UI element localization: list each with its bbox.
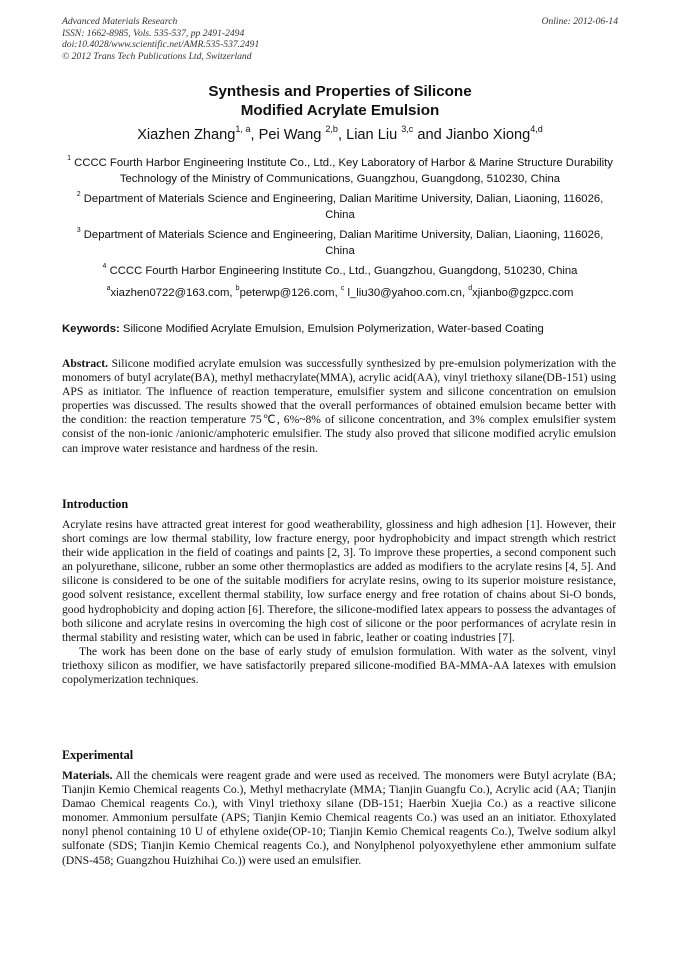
abstract bbox=[62, 357, 616, 456]
title-line-2: Modified Acrylate Emulsion bbox=[240, 101, 440, 119]
email-sup: c bbox=[340, 285, 345, 293]
affiliation-text: CCCC Fourth Harbor Engineering Institute Co., Ltd., Key Laboratory of Harbor & Marine Structure Durability Technology of the Ministry of Communications, Guangzhou, Guangdong, 510230, China bbox=[71, 157, 613, 186]
introduction-paragraph-1: Acrylate resins have attracted great interest for good weatherability, glossiness and high adhesion [1]. However, their short comings are low thermal stability, low fracture energy, poor hydrophobicity and impact strength which restrict their wide application in the field of coatings and paints [2, 3]. To improve these properties, a second component such an polyurethane, silicone, rubber an some other thermoplastics are added as modifiers to the acrylate resins [4, 5]. And silicone is considered to be one of the suitable modifiers for acrylate resins, owing to its superior moisture resistance, good solvent resistance, excellent thermal stability, low surface energy and free rotation of chains about Si-O bonds, good hydrophobicity and doping action [6]. Therefore, the silicone-modified latex appears to possess the advantages of both silicone and acrylate resins in overcoming the high cost of silicone or the poor performances of acrylate resin in thermal stability and resisting water, which can be used in fabric, leather or coating industries [7]. bbox=[62, 518, 616, 644]
email-text: xjianbo@gzpcc.com bbox=[472, 287, 574, 299]
issn-line: ISSN: 1662-8985, Vols. 535-537, pp 2491-2494 bbox=[62, 27, 245, 39]
affiliation-1 bbox=[62, 155, 618, 188]
abstract-label: Abstract. bbox=[62, 357, 109, 370]
author-sep: and bbox=[413, 127, 446, 143]
email-sup: b bbox=[235, 285, 240, 293]
author-sup: 1, a bbox=[235, 123, 251, 134]
journal-header bbox=[62, 16, 618, 62]
email-sup: a bbox=[106, 285, 111, 293]
affiliation-num: 2 bbox=[76, 191, 81, 199]
keywords bbox=[62, 321, 618, 337]
email-line bbox=[62, 285, 618, 301]
materials-label: Materials. bbox=[62, 769, 113, 782]
author-name: Pei Wang bbox=[258, 127, 326, 143]
author-sup: 2,b bbox=[325, 123, 338, 134]
author-sep: , bbox=[250, 127, 259, 143]
affiliation-num: 1 bbox=[67, 155, 72, 163]
email-text: xiazhen0722@163.com, bbox=[110, 287, 236, 299]
affiliation-4 bbox=[62, 263, 618, 279]
copyright-line: © 2012 Trans Tech Publications Ltd, Switzerland bbox=[62, 50, 252, 62]
author-name: Jianbo Xiong bbox=[445, 127, 531, 143]
journal-name: Advanced Materials Research bbox=[62, 16, 178, 27]
affiliation-3 bbox=[62, 227, 618, 260]
abstract-text: Silicone modified acrylate emulsion was successfully synthesized by pre-emulsion polymerization with the monomers of butyl acrylate(BA), methyl methacrylate(MMA), acrylic acid(AA), vinyl triethoxy silane(DB-151) using APS as initiator. The influence of reaction temperature, emulsifier system and silicone concentration on emulsion properties was discussed. The results showed that the overall performances of obtained emulsion became better with the condition: the reaction temperature 75℃, 6%~8% of silicone concentration, and 3% complex emulsifier system consist of the non-ionic /anionic/amphoteric emulsifier. The study also proved that silicone modified acrylic emulsion can improve water resistance and hardness of the resin. bbox=[62, 357, 616, 455]
email-text: l_liu30@yahoo.com.cn, bbox=[344, 287, 469, 299]
author-sep: , bbox=[337, 127, 347, 143]
email-sup: d bbox=[468, 285, 473, 293]
introduction-body bbox=[62, 518, 616, 687]
email-text: peterwp@126.com, bbox=[239, 287, 341, 299]
affiliation-text: Department of Materials Science and Engineering, Dalian Maritime University, Dalian, Liaoning, 116026, China bbox=[80, 193, 604, 222]
title-line-1: Synthesis and Properties of Silicone bbox=[208, 83, 472, 100]
keywords-text: Silicone Modified Acrylate Emulsion, Emulsion Polymerization, Water-based Coating bbox=[119, 323, 544, 335]
affiliation-text: Department of Materials Science and Engineering, Dalian Maritime University, Dalian, Liaoning, 116026, China bbox=[80, 229, 604, 258]
keywords-label: Keywords: bbox=[62, 323, 120, 335]
author-sup: 4,d bbox=[530, 123, 543, 134]
introduction-paragraph-2: The work has been done on the base of early study of emulsion formulation. With water as the solvent, vinyl triethoxy silicon as modifier, we have satisfactorily prepared silicone-modified BA-MMA-AA latexes with emulsion copolymerization techniques. bbox=[62, 644, 616, 687]
experimental-heading: Experimental bbox=[62, 748, 134, 762]
author-list bbox=[62, 123, 618, 144]
materials-text: All the chemicals were reagent grade and were used as received. The monomers were Butyl acrylate (BA; Tianjin Kemio Chemical reagents Co.), Methyl methacrylate (MMA; Tianjin Guangfu Co.), Acrylic acid (AA; Tianjin Damao Chemical reagents Co.), with Vinyl triethoxy silane (DB-151; Haerbin Xuejia Co.) as a reactive silicone monomer. Ammonium persulfate (APS; Tianjin Kemio Chemical reagents Co.) was used an an initiator. Ethoxylated nonyl phenol containing 10 U of ethylene oxide(OP-10; Tianjin Kemio Chemical reagents Co.), Twelve sodium alkyl sulfonate (SDS; Tianjin Kemio Chemical reagents Co.), and Nonylphenol polyoxyethylene ether ammonium sulfate (DNS-458; Guangzhou Huizhihai Co.)) were used an emulsifier. bbox=[62, 769, 616, 867]
doi-line: doi:10.4028/www.scientific.net/AMR.535-537.2491 bbox=[62, 39, 260, 51]
materials-paragraph bbox=[62, 769, 616, 868]
author-name: Lian Liu bbox=[346, 127, 402, 143]
affiliation-num: 4 bbox=[102, 263, 107, 271]
affiliation-2 bbox=[62, 191, 618, 224]
paper-title bbox=[62, 83, 618, 120]
author-name: Xiazhen Zhang bbox=[137, 127, 236, 143]
online-date: Online: 2012-06-14 bbox=[541, 16, 618, 27]
affiliation-num: 3 bbox=[76, 227, 81, 235]
affiliation-text: CCCC Fourth Harbor Engineering Institute Co., Ltd., Guangzhou, Guangdong, 510230, China bbox=[106, 265, 578, 277]
introduction-heading: Introduction bbox=[62, 497, 129, 511]
author-sup: 3,c bbox=[401, 123, 414, 134]
